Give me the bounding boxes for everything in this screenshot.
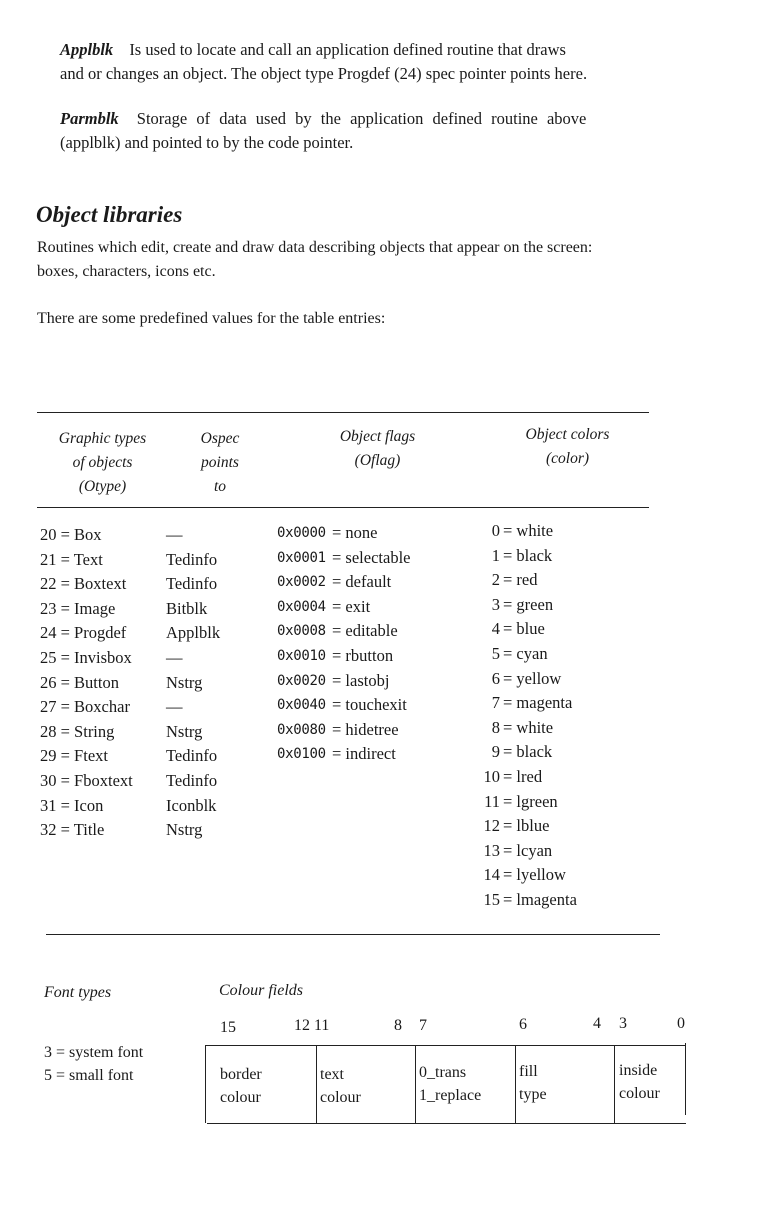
- table-row: 20 = Box: [40, 525, 102, 544]
- oflag-name-column: [332, 521, 410, 767]
- table-cell: = indirect: [332, 744, 396, 764]
- table-cell: 0x0080: [277, 721, 326, 738]
- table-cell: 5: [491, 643, 500, 663]
- table-cell: = blue: [503, 619, 545, 639]
- colour-fields-title: Colour fields: [219, 982, 304, 999]
- table-cell: 0x0020: [277, 672, 326, 689]
- table-cell: 4: [491, 619, 500, 639]
- table-bottom-rule: [46, 934, 660, 935]
- field-box-bottom: [207, 1123, 686, 1124]
- table-cell: Tedinfo: [166, 574, 218, 594]
- bit-label: 0: [677, 1015, 685, 1032]
- field-border-colour: border colour: [220, 1066, 262, 1106]
- table-row: 21 = Text: [40, 549, 103, 569]
- table-cell: = lred: [503, 766, 543, 786]
- table-header-rule: [37, 507, 649, 508]
- ospec-column: [166, 523, 220, 843]
- table-cell: 0x0000: [277, 525, 326, 541]
- table-cell: = editable: [332, 621, 398, 641]
- font-types-title: Font types: [44, 984, 112, 1001]
- table-cell: Nstrg: [166, 672, 203, 692]
- table-cell: = lblue: [503, 816, 550, 836]
- applblk-line-1: Is used to locate and call an application defined routine that draws: [129, 40, 566, 59]
- table-cell: = red: [503, 570, 538, 590]
- table-cell: = none: [332, 523, 378, 542]
- otype-column: [40, 523, 133, 843]
- table-cell: 13: [483, 840, 500, 860]
- table-cell: = selectable: [332, 547, 411, 567]
- header-oflag: Object flags (Oflag): [339, 428, 416, 469]
- header-ospec: Ospec points to: [200, 430, 240, 495]
- applblk-term: Applblk: [60, 40, 114, 59]
- bit-label: 4: [593, 1015, 601, 1032]
- table-cell: = white: [503, 521, 554, 540]
- list-item: 3 = system font: [44, 1044, 144, 1061]
- table-cell: 1: [491, 545, 500, 565]
- table-cell: Nstrg: [166, 721, 203, 741]
- table-cell: 15: [483, 889, 500, 909]
- table-cell: 3: [491, 594, 500, 614]
- table-cell: 0x0040: [277, 697, 326, 714]
- table-cell: = lyellow: [503, 865, 566, 885]
- table-cell: = black: [503, 545, 553, 565]
- table-cell: = black: [503, 742, 553, 762]
- table-row: 27 = Boxchar: [40, 697, 130, 717]
- table-cell: 6: [491, 668, 500, 688]
- table-cell: = hidetree: [332, 719, 399, 739]
- field-trans-replace: 0_trans 1_replace: [419, 1064, 482, 1104]
- table-row: 26 = Button: [40, 672, 119, 692]
- table-cell: = lcyan: [503, 840, 553, 860]
- table-row: 23 = Image: [40, 598, 116, 618]
- bit-label: 6: [519, 1016, 527, 1033]
- table-cell: Applblk: [166, 623, 221, 643]
- table-cell: 10: [483, 766, 500, 786]
- table-cell: 11: [484, 791, 500, 811]
- table-cell: 0x0004: [277, 598, 326, 615]
- table-cell: Bitblk: [166, 598, 208, 618]
- table-cell: Tedinfo: [166, 770, 218, 790]
- table-cell: Iconblk: [166, 795, 217, 815]
- table-cell: = touchexit: [332, 695, 407, 715]
- color-name-column: [503, 519, 577, 913]
- field-fill-type: fill type: [519, 1063, 547, 1103]
- header-otype: Graphic types of objects (Otype): [58, 430, 147, 495]
- table-cell: —: [166, 525, 183, 544]
- table-row: 24 = Progdef: [40, 623, 127, 643]
- parmblk-line-1: Storage of data used by the application defined routine above: [136, 109, 587, 128]
- bit-label: 3: [619, 1015, 627, 1032]
- color-number-column: [470, 519, 500, 913]
- table-cell: 2: [491, 570, 500, 590]
- parmblk-paragraph: [60, 107, 720, 155]
- field-divider: [205, 1045, 206, 1123]
- field-inside-colour: inside colour: [619, 1062, 660, 1102]
- table-cell: 0x0002: [277, 574, 326, 591]
- table-cell: = lmagenta: [503, 889, 577, 909]
- table-cell: 0x0008: [277, 623, 326, 640]
- field-divider: [316, 1045, 317, 1123]
- table-cell: = white: [503, 717, 554, 737]
- list-item: 5 = small font: [44, 1067, 134, 1084]
- table-cell: 0x0001: [277, 549, 326, 566]
- table-cell: 0x0010: [277, 647, 326, 664]
- field-divider: [685, 1043, 686, 1115]
- table-cell: = green: [503, 594, 554, 614]
- intro-line-3: There are some predefined values for the table entries:: [37, 310, 386, 327]
- table-cell: = magenta: [503, 693, 573, 713]
- font-types-list: [44, 1041, 143, 1087]
- table-cell: Tedinfo: [166, 549, 218, 569]
- table-cell: = lastobj: [332, 670, 390, 690]
- field-text-colour: text colour: [320, 1066, 361, 1106]
- table-cell: 8: [491, 717, 500, 737]
- bit-label: 12 11: [294, 1017, 330, 1034]
- field-divider: [415, 1045, 416, 1123]
- table-cell: 14: [483, 865, 500, 885]
- parmblk-line-2: (applblk) and pointed to by the code pointer.: [60, 133, 354, 152]
- table-row: 28 = String: [40, 721, 115, 741]
- section-heading: Object libraries: [36, 202, 183, 227]
- applblk-paragraph: [60, 38, 720, 86]
- intro-line-1: Routines which edit, create and draw data describing objects that appear on the screen:: [37, 239, 593, 256]
- header-color: Object colors (color): [525, 426, 610, 467]
- table-cell: 7: [491, 693, 500, 713]
- section-intro: [37, 236, 737, 284]
- table-cell: = exit: [332, 596, 371, 616]
- table-cell: 9: [491, 742, 500, 762]
- table-row: 31 = Icon: [40, 795, 104, 815]
- field-divider: [614, 1045, 615, 1123]
- parmblk-term: Parmblk: [60, 109, 119, 128]
- intro-line-2: boxes, characters, icons etc.: [37, 263, 216, 280]
- table-cell: —: [166, 697, 183, 717]
- table-cell: Nstrg: [166, 820, 203, 840]
- bit-label: 15: [220, 1019, 236, 1036]
- table-cell: = rbutton: [332, 645, 394, 665]
- table-row: 30 = Fboxtext: [40, 770, 133, 790]
- table-cell: 0: [491, 521, 500, 540]
- table-cell: = lgreen: [503, 791, 558, 811]
- oflag-code-column: [277, 521, 326, 767]
- table-cell: 0x0100: [277, 746, 326, 763]
- table-row: 22 = Boxtext: [40, 574, 127, 594]
- table-cell: Tedinfo: [166, 746, 218, 766]
- bit-label: 8: [394, 1017, 402, 1034]
- table-cell: 12: [483, 816, 500, 836]
- applblk-line-2: and or changes an object. The object type Progdef (24) spec pointer points here.: [60, 64, 588, 83]
- field-divider: [515, 1045, 516, 1123]
- table-cell: = default: [332, 572, 392, 592]
- table-cell: = yellow: [503, 668, 562, 688]
- table-cell: = cyan: [503, 643, 548, 663]
- bit-label: 7: [419, 1017, 427, 1034]
- table-cell: —: [166, 647, 183, 667]
- table-row: 32 = Title: [40, 820, 105, 840]
- table-row: 25 = Invisbox: [40, 647, 132, 667]
- table-row: 29 = Ftext: [40, 746, 108, 766]
- table-top-rule: [37, 412, 649, 413]
